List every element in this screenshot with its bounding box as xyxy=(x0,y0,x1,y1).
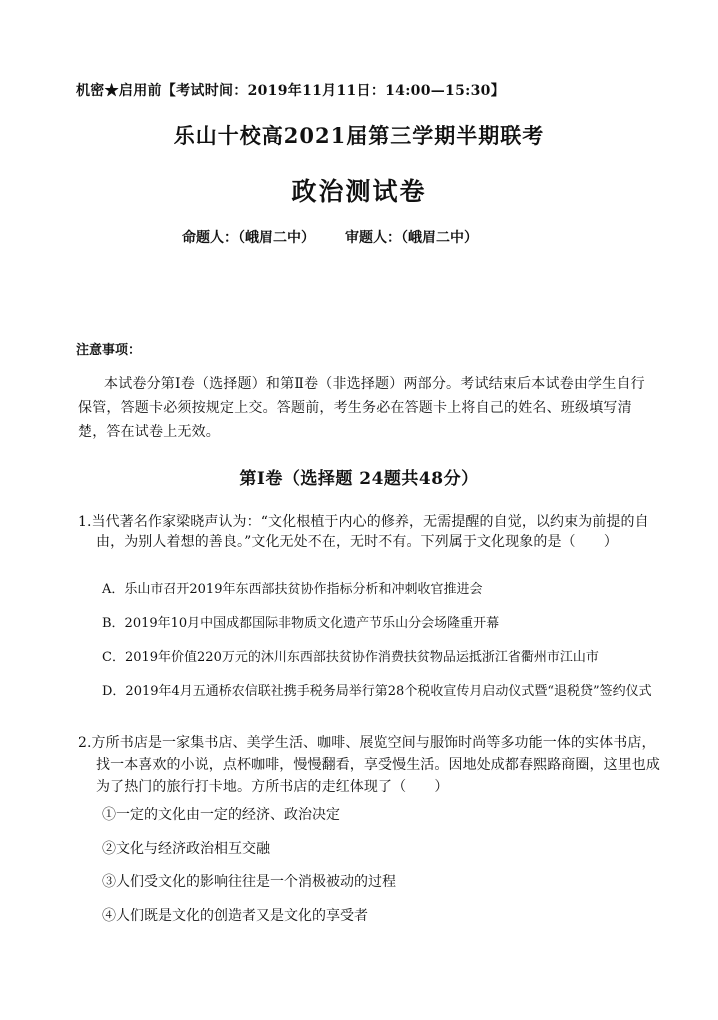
question-1-option-b: B．2019年10月中国成都国际非物质文化遗产节乐山分会场隆重开幕 xyxy=(102,616,500,631)
confidential-notice: 机密★启用前【考试时间：2019年11月11日：14:00—15:30】 xyxy=(76,83,505,99)
question-1-option-a: A．乐山市召开2019年东西部扶贫协作指标分析和冲刺收官推进会 xyxy=(102,582,483,597)
notice-body: 本试卷分第Ⅰ卷（选择题）和第Ⅱ卷（非选择题）两部分。考试结束后本试卷由学生自行保管，答题卡必须按规定上交。答题前，考生务必在答题卡上将自己的姓名、班级填写清楚，答在试卷上无效。 xyxy=(78,376,645,440)
question-2-stem: 2.方所书店是一家集书店、美学生活、咖啡、展览空间与服饰时尚等多功能一体的实体书店，找一本喜欢的小说，点杯咖啡，慢慢翻看，享受慢生活。因地处成都春熙路商圈，这里也成为了热门的旅行打卡地。方所书店的走红体现了（ ） xyxy=(78,735,660,795)
question-1-option-d: D．2019年4月五通桥农信联社携手税务局举行第28个税收宣传月启动仪式暨“退税贷”签约仪式 xyxy=(102,684,652,699)
question-2-statement-4: ④人们既是文化的创造者又是文化的享受者 xyxy=(102,908,368,924)
question-2-statement-2: ②文化与经济政治相互交融 xyxy=(102,841,270,857)
notice-heading: 注意事项： xyxy=(76,343,142,358)
authors-line xyxy=(182,227,478,247)
exam-title: 乐山十校高2021届第三学期半期联考 xyxy=(173,123,545,148)
question-2-statement-3: ③人们受文化的影响往往是一个消极被动的过程 xyxy=(102,874,396,890)
reviewer-label: 审题人：（峨眉二中） xyxy=(345,230,478,246)
exam-subtitle: 政治测试卷 xyxy=(291,177,427,206)
question-1-option-c: C．2019年价值220万元的沐川东西部扶贫协作消费扶贫物品运抵浙江省衢州市江山市 xyxy=(102,650,599,665)
section-title: 第Ⅰ卷（选择题 24题共48分） xyxy=(239,469,479,489)
setter-label: 命题人：（峨眉二中） xyxy=(182,230,315,246)
question-2-statement-1: ①一定的文化由一定的经济、政治决定 xyxy=(102,807,340,823)
question-1-stem: 1.当代著名作家梁晓声认为：“文化根植于内心的修养，无需提醒的自觉，以约束为前提的自由，为别人着想的善良。”文化无处不在，无时不有。下列属于文化现象的是（ ） xyxy=(78,514,649,550)
